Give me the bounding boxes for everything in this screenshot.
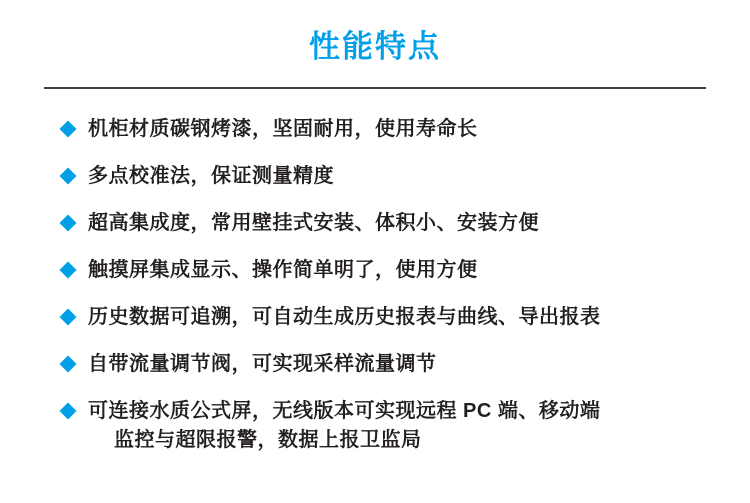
list-item-label: 触摸屏集成显示、操作简单明了，使用方便 [88, 259, 478, 282]
list-item [0, 397, 750, 455]
diamond-bullet-icon [60, 309, 77, 326]
page-title: 性能特点 [309, 29, 441, 64]
list-item [0, 162, 750, 191]
list-item [0, 303, 750, 332]
list-item-label: 超高集成度，常用壁挂式安装、体积小、安装方便 [88, 212, 539, 235]
list-item [0, 350, 750, 379]
list-item-label-continued: 监控与超限报警，数据上报卫监局 [114, 429, 422, 452]
list-item [0, 256, 750, 285]
list-item-label: 机柜材质碳钢烤漆，坚固耐用，使用寿命长 [88, 118, 478, 141]
feature-list [0, 89, 750, 455]
diamond-bullet-icon [60, 215, 77, 232]
diamond-bullet-icon [60, 168, 77, 185]
diamond-bullet-icon [60, 262, 77, 279]
list-item-label: 历史数据可追溯，可自动生成历史报表与曲线、导出报表 [88, 306, 601, 329]
list-item-label: 多点校准法，保证测量精度 [88, 165, 334, 188]
diamond-bullet-icon [60, 121, 77, 138]
list-item-label: 自带流量调节阀，可实现采样流量调节 [88, 353, 437, 376]
list-item [0, 209, 750, 238]
diamond-bullet-icon [60, 356, 77, 373]
list-item [0, 115, 750, 144]
list-item-label: 可连接水质公式屏，无线版本可实现远程 PC 端、移动端 [88, 400, 601, 423]
list-item-label-wrapped [88, 397, 600, 455]
diamond-bullet-icon [60, 403, 77, 420]
